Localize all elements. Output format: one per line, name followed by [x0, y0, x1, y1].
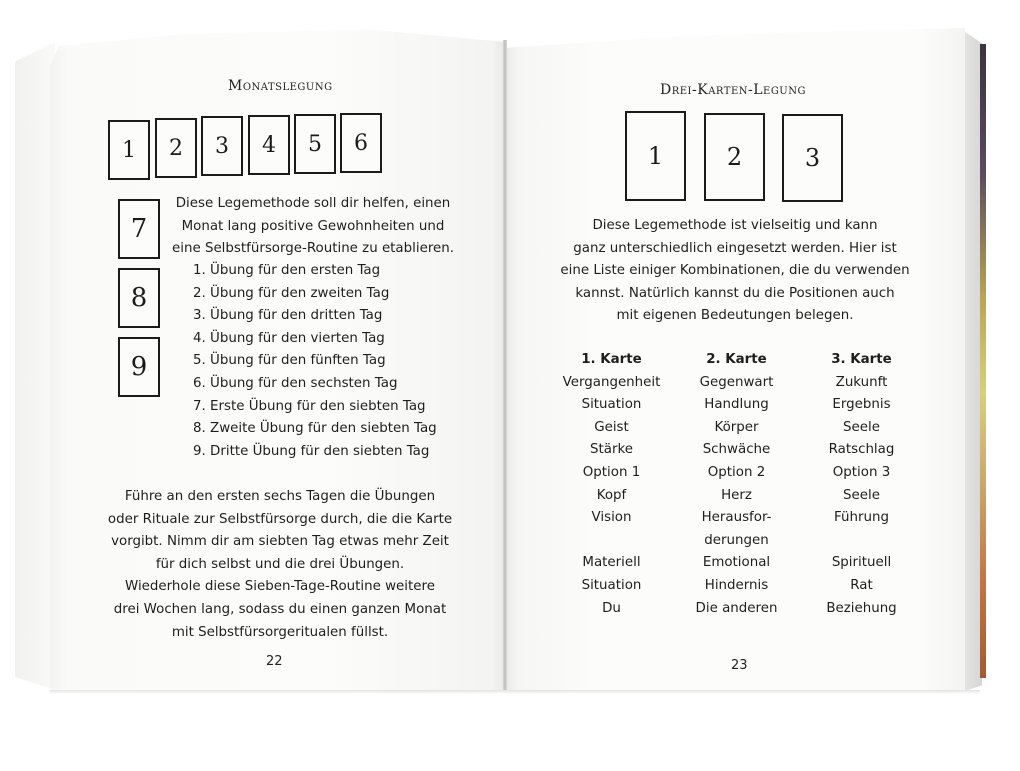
table-cell	[799, 530, 924, 553]
table-cell: Schwäche	[702, 442, 771, 458]
table-cell: Option 3	[832, 464, 891, 480]
table-column-1	[549, 349, 674, 620]
table-cell: Seele	[843, 419, 880, 435]
text-line: für dich selbst und die drei Übungen.	[155, 556, 405, 572]
table-cell: Ratschlag	[828, 442, 895, 458]
table-cell: Kopf	[596, 487, 627, 503]
right-intro-paragraph	[555, 215, 915, 328]
text-line: Monat lang positive Gewohnheiten und	[181, 218, 445, 234]
table-cell: Hindernis	[704, 577, 769, 593]
text-line: eine Selbstfürsorge-Routine zu etablieren.	[172, 241, 455, 257]
spread-card-6: 6	[340, 113, 382, 173]
table-cell: Situation	[581, 397, 642, 413]
text-line: oder Rituale zur Selbstfürsorge durch, die die Karte	[107, 511, 453, 527]
daily-steps-list	[193, 260, 437, 463]
table-cell: Ergebnis	[832, 397, 891, 413]
table-cell: Vision	[591, 510, 632, 526]
table-cell: Materiell	[582, 555, 641, 571]
table-cell: Beziehung	[826, 600, 897, 616]
spread-card-3: 3	[782, 114, 843, 202]
table-cell: Herausfor-	[701, 510, 772, 526]
table-cell: Emotional	[702, 555, 771, 571]
spread-card-7: 7	[118, 199, 160, 259]
spread-card-8: 8	[118, 268, 160, 328]
list-item: 8. Zweite Übung für den siebten Tag	[193, 421, 437, 437]
table-cell: derungen	[704, 532, 769, 548]
spread-card-1: 1	[108, 120, 150, 180]
left-page-title: Monatslegung	[228, 78, 333, 94]
list-item: 7. Erste Übung für den siebten Tag	[193, 398, 426, 414]
text-line: mit eigenen Bedeutungen belegen.	[616, 308, 854, 324]
list-item: 3. Übung für den dritten Tag	[193, 308, 383, 324]
table-cell: Du	[602, 600, 621, 616]
table-cell: Handlung	[704, 397, 769, 413]
text-line: Führe an den ersten sechs Tagen die Übungen	[124, 489, 436, 504]
left-body-paragraph	[100, 486, 460, 644]
table-cell: Zukunft	[835, 374, 888, 390]
book-gutter	[503, 40, 507, 690]
table-column-3	[799, 349, 924, 620]
list-item: 9. Dritte Übung für den siebten Tag	[193, 443, 430, 459]
table-cell: Rat	[850, 577, 873, 593]
table-cell: Gegenwart	[699, 374, 774, 390]
table-cell: Herz	[721, 487, 752, 503]
table-cell: Geist	[594, 419, 629, 435]
table-cell: Seele	[843, 487, 880, 503]
spread-card-2: 2	[155, 118, 197, 178]
column-header: 3. Karte	[831, 352, 892, 367]
right-page-number: 23	[731, 658, 748, 673]
text-line: Diese Legemethode soll dir helfen, einen	[175, 196, 451, 211]
text-line: drei Wochen lang, sodass du einen ganzen Monat	[113, 601, 447, 617]
list-item: 1. Übung für den ersten Tag	[193, 263, 381, 278]
table-cell: Körper	[714, 419, 759, 435]
right-page-edge	[962, 30, 982, 692]
combinations-table	[549, 349, 924, 620]
list-item: 5. Übung für den fünften Tag	[193, 353, 386, 369]
table-cell: Spirituell	[831, 555, 892, 571]
cover-edge	[980, 44, 986, 678]
table-column-2	[674, 349, 799, 620]
text-line: Diese Legemethode ist vielseitig und kann	[592, 218, 878, 233]
list-item: 6. Übung für den sechsten Tag	[193, 375, 398, 391]
text-line: ganz unterschiedlich eingesetzt werden. Hier ist	[573, 240, 897, 256]
text-line: vorgibt. Nimm dir am siebten Tag etwas mehr Zeit	[111, 534, 449, 550]
table-cell: Führung	[834, 510, 889, 526]
list-item: 4. Übung für den vierten Tag	[193, 330, 385, 346]
table-cell: Option 1	[582, 464, 641, 480]
list-item: 2. Übung für den zweiten Tag	[193, 285, 390, 301]
left-page-edge	[15, 42, 55, 690]
table-cell: Situation	[581, 577, 642, 593]
table-cell	[549, 530, 674, 553]
text-line: eine Liste einiger Kombinationen, die du verwenden	[560, 263, 910, 279]
table-cell: Option 2	[707, 464, 766, 480]
spread-card-3: 3	[201, 116, 243, 176]
left-page-number: 22	[266, 654, 283, 669]
left-intro-paragraph	[172, 193, 454, 261]
text-line: mit Selbstfürsorgeritualen füllst.	[171, 624, 389, 640]
right-page-title: Drei-Karten-Legung	[660, 82, 806, 98]
table-cell: Stärke	[590, 442, 633, 458]
spread-card-5: 5	[294, 114, 336, 174]
column-header: 2. Karte	[706, 352, 767, 367]
text-line: kannst. Natürlich kannst du die Positionen auch	[575, 285, 895, 301]
table-cell: Vergangenheit	[562, 374, 661, 390]
spread-card-1: 1	[625, 111, 686, 201]
column-header: 1. Karte	[581, 352, 642, 367]
book-bottom-shadow	[50, 690, 980, 694]
text-line: Wiederhole diese Sieben-Tage-Routine weitere	[125, 579, 435, 595]
table-cell: Die anderen	[695, 600, 778, 616]
spread-card-4: 4	[248, 115, 290, 175]
spread-card-9: 9	[118, 337, 160, 397]
spread-card-2: 2	[704, 113, 765, 201]
